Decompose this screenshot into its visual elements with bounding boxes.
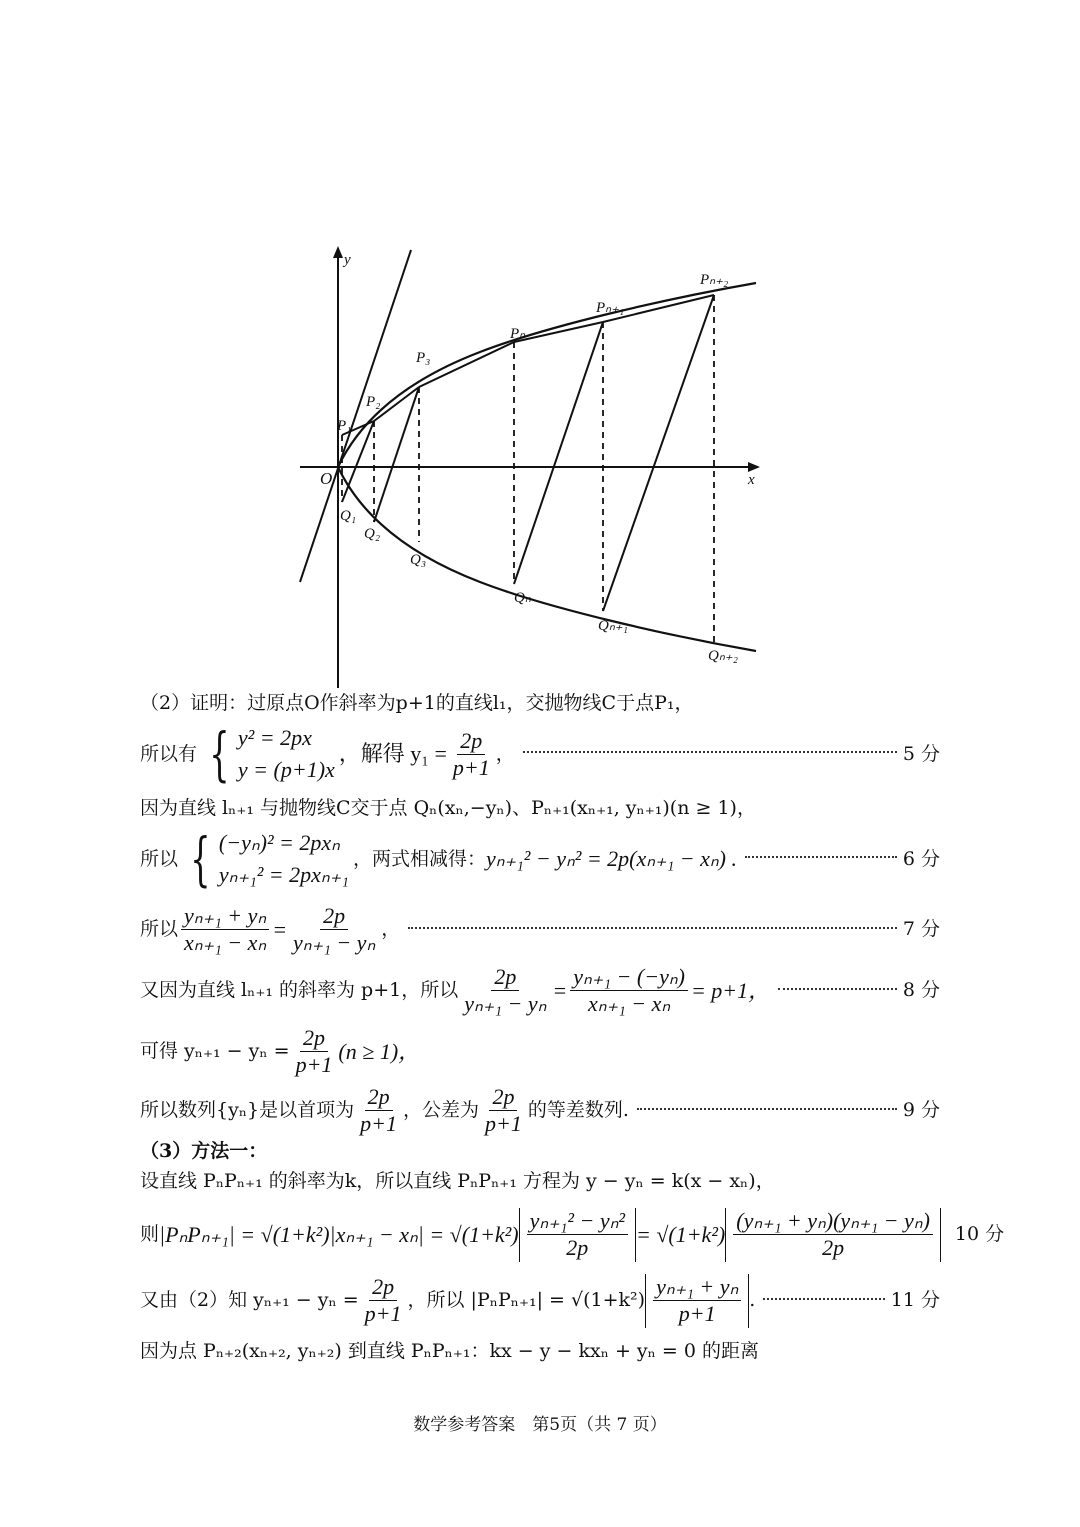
- label-qn1: Qₙ₊₁: [598, 618, 628, 634]
- label-q3: Q₃: [410, 552, 427, 568]
- label-q2: Q₂: [364, 526, 381, 542]
- proof-text: （2）证明：过原点O作斜率为p+1的直线l₁，交抛物线C于点P₁，: [140, 692, 694, 714]
- text-end: .: [749, 1289, 756, 1312]
- text-prefix: 又由（2）知 yₙ₊₁ − yₙ =: [140, 1289, 359, 1312]
- label-qn2: Qₙ₊₂: [708, 648, 738, 664]
- denominator: p+1: [295, 1052, 333, 1078]
- text-end: ，: [381, 918, 401, 941]
- proof-line-12: [140, 1274, 940, 1328]
- text-mid: ，公差为: [403, 1099, 480, 1122]
- proof-line-2: [140, 720, 940, 789]
- label-p3: P₃: [416, 350, 431, 366]
- x-axis-label: x: [748, 472, 755, 488]
- denominator: 2p: [566, 1235, 589, 1261]
- equation-system: [182, 825, 349, 894]
- denominator: yₙ₊₁ − yₙ: [293, 930, 376, 956]
- label-qn: Qₙ: [514, 590, 531, 606]
- fraction: [290, 903, 378, 957]
- proof-line-7: [140, 1025, 940, 1079]
- dot-leader: [408, 927, 897, 929]
- absolute-value: [519, 1208, 636, 1262]
- x-axis-arrow: [748, 462, 760, 472]
- text-end: ，: [495, 742, 515, 765]
- score-label: 5 分: [902, 742, 940, 765]
- fraction: [461, 964, 549, 1018]
- equation: y = (p+1)x: [237, 757, 335, 783]
- dot-leader: [778, 988, 897, 990]
- equation-system: [201, 720, 335, 789]
- text-mid: ，所以 |PₙPₙ₊₁| = √(1+k²): [407, 1289, 646, 1312]
- score-label: 8 分: [902, 979, 940, 1002]
- fraction: [450, 728, 493, 782]
- text-mid: ，解得 y₁ =: [338, 741, 447, 767]
- text-prefix: 可得 yₙ₊₁ − yₙ =: [140, 1040, 290, 1063]
- fraction: [293, 1025, 336, 1079]
- score-label: 7 分: [902, 918, 940, 941]
- text-prefix: 所以: [140, 918, 179, 941]
- proof-text: 因为直线 lₙ₊₁ 与抛物线C交于点 Qₙ(xₙ,−yₙ)、Pₙ₊₁(xₙ₊₁, yₙ₊₁)(n ≥ 1)，: [140, 797, 756, 819]
- denominator: p+1: [485, 1111, 522, 1137]
- numerator: yₙ₊₁² − yₙ²: [527, 1208, 628, 1235]
- page-footer: 数学参考答案 第5页（共 7 页）: [413, 1415, 667, 1435]
- denominator: p+1: [364, 1301, 402, 1327]
- text-prefix: 又因为直线 lₙ₊₁ 的斜率为 p+1，所以: [140, 979, 459, 1002]
- text-prefix: 则: [140, 1223, 160, 1246]
- y-axis-label: y: [344, 252, 351, 268]
- text-end: = p+1，: [690, 977, 771, 1003]
- section-title: （3）方法一：: [140, 1140, 268, 1162]
- numerator: 2p: [457, 728, 485, 755]
- label-pn2: Pₙ₊₂: [700, 272, 729, 288]
- section-heading: [140, 1140, 940, 1163]
- equation: (−yₙ)² = 2pxₙ: [218, 830, 340, 855]
- denominator: xₙ₊₁ − xₙ: [588, 991, 671, 1017]
- text-prefix: 所以有: [140, 742, 198, 765]
- equation: |PₙPₙ₊₁| = √(1+k²)|xₙ₊₁ − xₙ| = √(1+k²): [159, 1221, 519, 1247]
- numerator: 2p: [369, 1274, 397, 1301]
- equation: y² = 2px: [237, 725, 312, 750]
- dot-leader: [763, 1298, 884, 1300]
- fraction: [362, 1274, 405, 1328]
- text-prefix: 所以: [140, 847, 179, 870]
- dot-leader: [523, 751, 897, 753]
- fraction: [570, 964, 688, 1018]
- denominator: yₙ₊₁ − yₙ: [464, 991, 547, 1017]
- denominator: 2p: [822, 1235, 845, 1261]
- proof-line-5: 所以 $\frac{\text{yₙ₊₁ + yₙ}}{\text{xₙ₊₁ − xₙ}}$ = $\frac{2p}{\text{yₙ₊₁ − yₙ}}$ ， 7 分: [140, 903, 940, 956]
- numerator: yₙ₊₁ + yₙ: [181, 903, 269, 930]
- origin-label: O: [320, 469, 333, 488]
- brace-symbol: {: [190, 825, 211, 894]
- equation: yₙ₊₁² = 2pxₙ₊₁: [218, 862, 349, 888]
- dot-leader: [745, 856, 897, 858]
- fraction: [733, 1208, 933, 1262]
- numerator: (yₙ₊₁ + yₙ)(yₙ₊₁ − yₙ): [733, 1208, 933, 1235]
- score-label: 10 分: [954, 1223, 1005, 1246]
- denominator: p+1: [360, 1111, 397, 1137]
- y-axis-arrow: [333, 246, 343, 258]
- numerator: yₙ₊₁ − (−yₙ): [570, 964, 688, 991]
- proof-line-4: [140, 825, 940, 894]
- label-p2: P₂: [366, 394, 381, 410]
- brace-symbol: {: [209, 720, 230, 789]
- chords: [342, 295, 714, 611]
- fraction: [357, 1084, 400, 1138]
- absolute-value: [725, 1208, 941, 1262]
- proof-line-10: [140, 1170, 940, 1193]
- label-q1: Q₁: [340, 508, 357, 524]
- score-label: 6 分: [902, 847, 940, 870]
- denominator: p+1: [452, 754, 490, 780]
- text-end: (n ≥ 1)，: [338, 1038, 421, 1064]
- label-pn1: Pₙ₊₁: [596, 300, 625, 316]
- proof-line-1: [140, 692, 940, 715]
- text-mid: ，两式相减得：: [352, 847, 486, 870]
- numerator: 2p: [489, 1084, 517, 1111]
- proof-line-3: [140, 797, 940, 820]
- proof-text: 因为点 Pₙ₊₂(xₙ₊₂, yₙ₊₂) 到直线 PₙPₙ₊₁：kx − y − kxₙ + yₙ = 0 的距离: [140, 1340, 759, 1362]
- fraction: [527, 1208, 628, 1262]
- numerator: yₙ₊₁ + yₙ: [653, 1274, 741, 1301]
- absolute-value: [645, 1274, 749, 1328]
- proof-line-8: [140, 1084, 940, 1138]
- denominator: p+1: [678, 1301, 716, 1327]
- label-pn: Pₙ: [510, 326, 526, 342]
- score-label: 9 分: [902, 1099, 940, 1122]
- dot-leader: [637, 1108, 897, 1110]
- numerator: 2p: [300, 1025, 328, 1052]
- label-p1: P₁: [337, 418, 352, 434]
- score-label: 11 分: [890, 1289, 940, 1312]
- fraction: [482, 1084, 525, 1138]
- proof-line-13: [140, 1340, 940, 1363]
- parabola-figure: [290, 240, 770, 690]
- numerator: 2p: [320, 903, 348, 930]
- fraction: [181, 903, 269, 957]
- proof-line-6: 又因为直线 lₙ₊₁ 的斜率为 p+1，所以 $\frac{2p}{\text{yₙ₊₁ − yₙ}}$ = $\frac{\text{yₙ₊₁ − (−yₙ)}}{\text{xₙ₊₁ − xₙ}}$ = p+1， 8 分: [140, 964, 940, 1017]
- proof-line-11: [140, 1208, 1005, 1262]
- line-l1: [300, 250, 411, 582]
- text-end: 的等差数列.: [527, 1099, 629, 1122]
- denominator: xₙ₊₁ − xₙ: [184, 930, 267, 956]
- text-prefix: 所以数列{yₙ}是以首项为: [140, 1099, 355, 1122]
- numerator: 2p: [365, 1084, 393, 1111]
- fraction: [653, 1274, 741, 1328]
- equation: yₙ₊₁² − yₙ² = 2p(xₙ₊₁ − xₙ) .: [485, 846, 737, 872]
- proof-text: 设直线 PₙPₙ₊₁ 的斜率为k，所以直线 PₙPₙ₊₁ 方程为 y − yₙ = k(x − xₙ)，: [140, 1170, 775, 1192]
- numerator: 2p: [491, 964, 519, 991]
- text-mid: = √(1+k²): [635, 1221, 726, 1247]
